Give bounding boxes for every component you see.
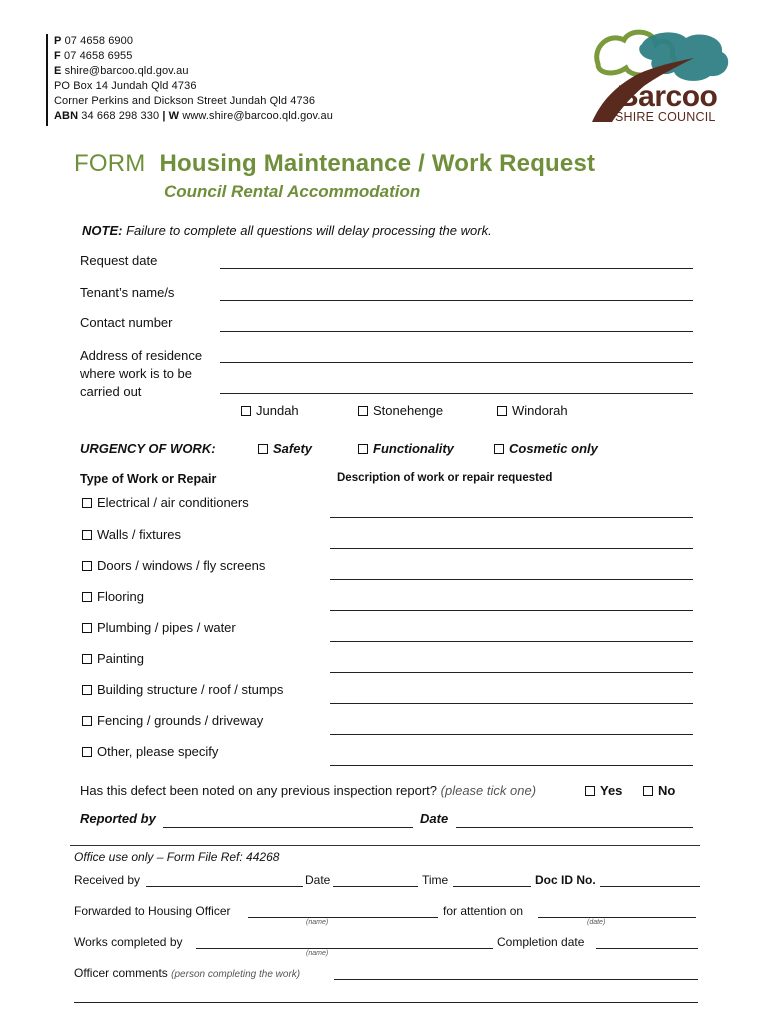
checkbox-icon[interactable] (82, 530, 92, 540)
checkbox-icon[interactable] (82, 561, 92, 571)
contact-block (46, 34, 376, 126)
contact-email: E shire@barcoo.qld.gov.au (54, 65, 189, 77)
description-line[interactable] (330, 765, 693, 766)
work-type-other[interactable]: Other, please specify (82, 744, 218, 759)
tenant-name-label: Tenant’s name/s (80, 285, 175, 300)
urgency-option-cosmetic[interactable]: Cosmetic only (494, 441, 598, 456)
checkbox-icon[interactable] (497, 406, 507, 416)
urgency-option-safety[interactable]: Safety (258, 441, 312, 456)
description-line[interactable] (330, 672, 693, 673)
logo-name: Barcoo (617, 80, 718, 113)
office-attention-label: for attention on (443, 904, 524, 918)
checkbox-icon[interactable] (82, 498, 92, 508)
work-type-building[interactable]: Building structure / roof / stumps (82, 682, 283, 697)
office-works-completed-label: Works completed by (74, 935, 183, 949)
contact-abn-web: ABN 34 668 298 330 | W www.shire@barcoo.qld.gov.au (54, 110, 333, 122)
address-field-line-1[interactable] (220, 362, 693, 363)
checkbox-icon[interactable] (82, 592, 92, 602)
office-comments-field[interactable] (334, 979, 698, 980)
office-use-heading: Office use only – Form File Ref: 44268 (74, 850, 280, 864)
office-doc-id-label: Doc ID No. (535, 873, 596, 887)
description-line[interactable] (330, 734, 693, 735)
office-received-by-field[interactable] (146, 886, 303, 887)
description-line[interactable] (330, 579, 693, 580)
office-date-hint: (date) (587, 919, 606, 926)
description-line[interactable] (330, 548, 693, 549)
contact-number-label: Contact number (80, 315, 173, 330)
page-title: FORM Housing Maintenance / Work Request (74, 150, 596, 177)
defect-question: Has this defect been noted on any previous inspection report? (please tick one) (80, 783, 537, 798)
office-completion-date-label: Completion date (497, 935, 585, 949)
checkbox-icon[interactable] (82, 747, 92, 757)
description-line[interactable] (330, 641, 693, 642)
work-type-plumbing[interactable]: Plumbing / pipes / water (82, 620, 236, 635)
contact-number-field[interactable] (220, 331, 693, 332)
location-option-windorah[interactable]: Windorah (497, 403, 568, 418)
office-works-completed-field[interactable] (196, 948, 493, 949)
office-attention-field[interactable] (538, 917, 696, 918)
checkbox-icon[interactable] (358, 444, 368, 454)
office-comments-label: Officer comments (person completing the work) (74, 966, 301, 980)
location-option-jundah[interactable]: Jundah (241, 403, 299, 418)
work-type-painting[interactable]: Painting (82, 651, 144, 666)
contact-street: Corner Perkins and Dickson Street Jundah Qld 4736 (54, 95, 316, 107)
request-date-field[interactable] (220, 268, 693, 269)
reported-by-field[interactable] (163, 827, 413, 828)
office-divider (70, 845, 700, 846)
office-comments-field-line-2[interactable] (74, 1002, 698, 1003)
contact-po-box: PO Box 14 Jundah Qld 4736 (54, 80, 197, 92)
address-label-line-1: Address of residence (80, 348, 203, 363)
form-note: NOTE: Failure to complete all questions will delay processing the work. (82, 223, 492, 238)
location-option-stonehenge[interactable]: Stonehenge (358, 403, 443, 418)
work-type-heading: Type of Work or Repair (80, 472, 217, 486)
contact-fax: F 07 4658 6955 (54, 50, 133, 62)
office-forwarded-field[interactable] (248, 917, 438, 918)
checkbox-icon[interactable] (258, 444, 268, 454)
office-works-name-hint: (name) (306, 950, 329, 957)
office-received-by-label: Received by (74, 873, 141, 887)
checkbox-icon[interactable] (494, 444, 504, 454)
description-line[interactable] (330, 610, 693, 611)
defect-option-yes[interactable]: Yes (585, 783, 622, 798)
checkbox-icon[interactable] (241, 406, 251, 416)
tenant-name-field[interactable] (220, 300, 693, 301)
logo-subtitle: SHIRE COUNCIL (615, 110, 716, 124)
description-line[interactable] (330, 703, 693, 704)
work-type-fencing[interactable]: Fencing / grounds / driveway (82, 713, 263, 728)
checkbox-icon[interactable] (82, 716, 92, 726)
office-forwarded-label: Forwarded to Housing Officer (74, 904, 231, 918)
office-completion-date-field[interactable] (596, 948, 698, 949)
reported-date-field[interactable] (456, 827, 693, 828)
description-line[interactable] (330, 517, 693, 518)
work-type-doors[interactable]: Doors / windows / fly screens (82, 558, 265, 573)
page-subtitle: Council Rental Accommodation (164, 182, 421, 201)
contact-phone: P 07 4658 6900 (54, 35, 134, 47)
office-name-hint: (name) (306, 919, 329, 926)
address-label-line-3: carried out (80, 384, 142, 399)
request-date-label: Request date (80, 253, 158, 268)
office-date-label: Date (305, 873, 331, 887)
checkbox-icon[interactable] (358, 406, 368, 416)
defect-option-no[interactable]: No (643, 783, 675, 798)
office-doc-id-field[interactable] (600, 886, 700, 887)
urgency-label: URGENCY OF WORK: (80, 441, 216, 456)
work-type-electrical[interactable]: Electrical / air conditioners (82, 495, 249, 510)
address-field-line-2[interactable] (220, 393, 693, 394)
reported-date-label: Date (420, 811, 449, 826)
reported-by-label: Reported by (80, 811, 156, 826)
office-time-field[interactable] (453, 886, 531, 887)
office-date-field[interactable] (333, 886, 418, 887)
checkbox-icon[interactable] (643, 786, 653, 796)
urgency-option-functionality[interactable]: Functionality (358, 441, 454, 456)
work-type-flooring[interactable]: Flooring (82, 589, 144, 604)
checkbox-icon[interactable] (585, 786, 595, 796)
checkbox-icon[interactable] (82, 623, 92, 633)
address-label-line-2: where work is to be (80, 366, 192, 381)
checkbox-icon[interactable] (82, 654, 92, 664)
office-time-label: Time (422, 873, 449, 887)
work-description-heading: Description of work or repair requested (337, 472, 553, 484)
checkbox-icon[interactable] (82, 685, 92, 695)
work-type-walls[interactable]: Walls / fixtures (82, 527, 181, 542)
